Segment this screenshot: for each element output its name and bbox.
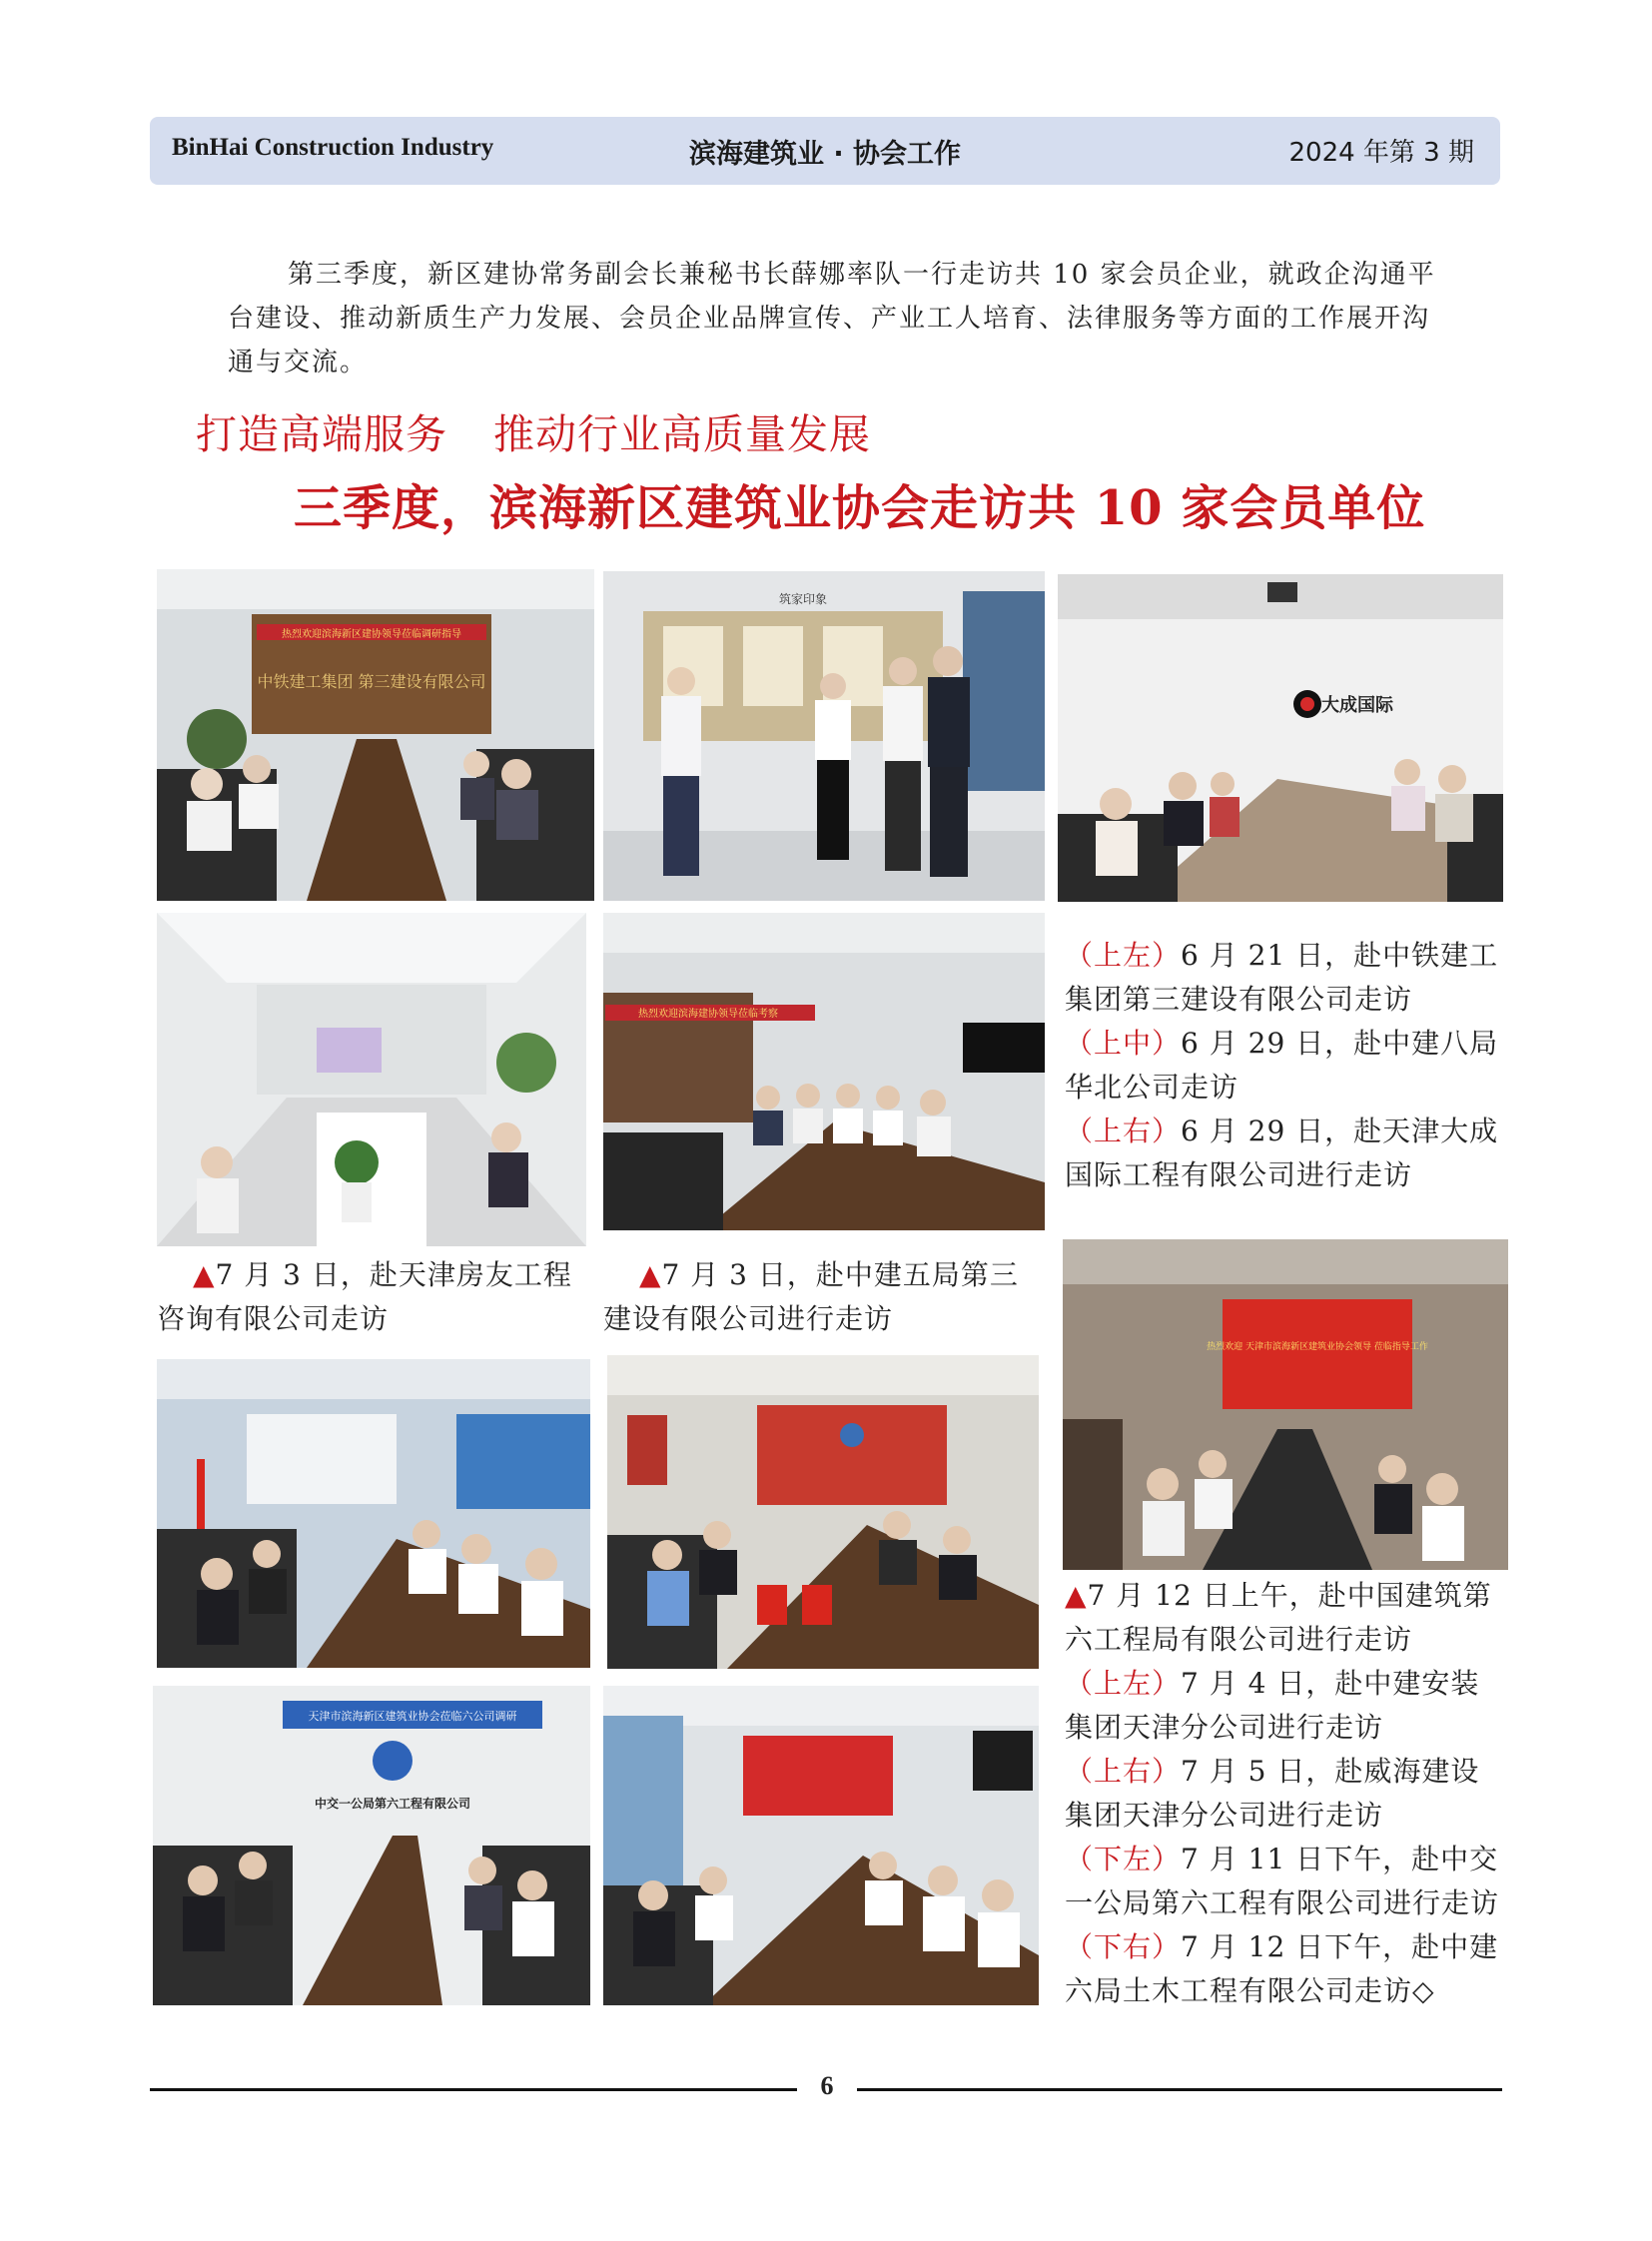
- page-header: [150, 117, 1500, 185]
- caption-right-top: [1065, 934, 1504, 1197]
- photo9-banner: 天津市滨海新区建筑业协会莅临六公司调研: [308, 1710, 517, 1723]
- photo-bottom-center: [603, 1686, 1039, 2005]
- caption-item: （上中）6 月 29 日，赴中建八局华北公司走访: [1065, 1027, 1499, 1104]
- photo6-banner: 热烈欢迎 天津市滨海新区建筑业协会领导 莅临指导工作: [1207, 1342, 1428, 1352]
- intro-paragraph: 第三季度，新区建协常务副会长兼秘书长薛娜率队一行走访共 10 家会员企业，就政企沟通平台建设、推动新质生产力发展、会员企业品牌宣传、产业工人培育、法律服务等方面的工作展开沟通与交流。: [228, 260, 1436, 377]
- article-title-line1: [196, 401, 871, 460]
- header-journal-name: BinHai Construction Industry: [172, 134, 494, 161]
- photo3-sign: 大成国际: [1321, 695, 1393, 716]
- photo-lower-center: [607, 1355, 1039, 1669]
- caption-item: （下右）7 月 12 日下午，赴中建六局土木工程有限公司走访◇: [1065, 1930, 1499, 2007]
- photo1-banner: 热烈欢迎滨海新区建协领导莅临调研指导: [282, 629, 461, 640]
- photo-top-left: [157, 569, 594, 901]
- photo-bottom-left: [153, 1686, 590, 2005]
- caption-mid-center: ▲7 月 3 日，赴中建五局第三建设有限公司进行走访: [603, 1258, 1019, 1335]
- photo2-sign: 筑家印象: [778, 592, 828, 606]
- caption-item: （上右）7 月 5 日，赴威海建设集团天津分公司进行走访: [1065, 1755, 1480, 1832]
- header-issue: 2024 年第 3 期: [1288, 138, 1474, 168]
- footer-rule-left: [150, 2088, 797, 2091]
- caption-item: （上左）6 月 21 日，赴中铁建工集团第三建设有限公司走访: [1065, 939, 1499, 1016]
- caption-item: （上右）6 月 29 日，赴天津大成国际工程有限公司进行走访: [1065, 1115, 1499, 1191]
- photo-mid-center: [603, 913, 1045, 1230]
- title-part2: 推动行业高质量发展: [493, 410, 871, 458]
- article-title-line2: 三季度，滨海新区建筑业协会走访共 10 家会员单位: [294, 480, 1426, 536]
- header-section-title: 滨海建筑业 · 协会工作: [688, 139, 962, 170]
- photo1-sign: 中铁建工集团 第三建设有限公司: [257, 672, 486, 691]
- page-number: 6: [820, 2071, 834, 2100]
- photo-top-right: [1058, 574, 1503, 902]
- photo-lower-left: [157, 1359, 590, 1668]
- footer-rule-right: [857, 2088, 1502, 2091]
- photo-mid-left: [157, 913, 586, 1246]
- photo-top-center: [603, 571, 1045, 901]
- photo5-banner: 热烈欢迎滨海建协领导莅临考察: [638, 1009, 778, 1020]
- photo-right-mid: [1063, 1239, 1508, 1570]
- caption-right-bottom: [1065, 1574, 1504, 2013]
- caption-item: （下左）7 月 11 日下午，赴中交一公局第六工程有限公司进行走访: [1065, 1843, 1500, 1919]
- photo9-sign: 中交一公局第六工程有限公司: [314, 1797, 471, 1811]
- caption-lead: ▲7 月 12 日上午，赴中国建筑第六工程局有限公司进行走访: [1065, 1579, 1492, 1656]
- title-part1: 打造高端服务: [196, 410, 447, 458]
- caption-item: （上左）7 月 4 日，赴中建安装集团天津分公司进行走访: [1065, 1667, 1480, 1744]
- caption-mid-left: ▲7 月 3 日，赴天津房友工程咨询有限公司走访: [157, 1258, 572, 1335]
